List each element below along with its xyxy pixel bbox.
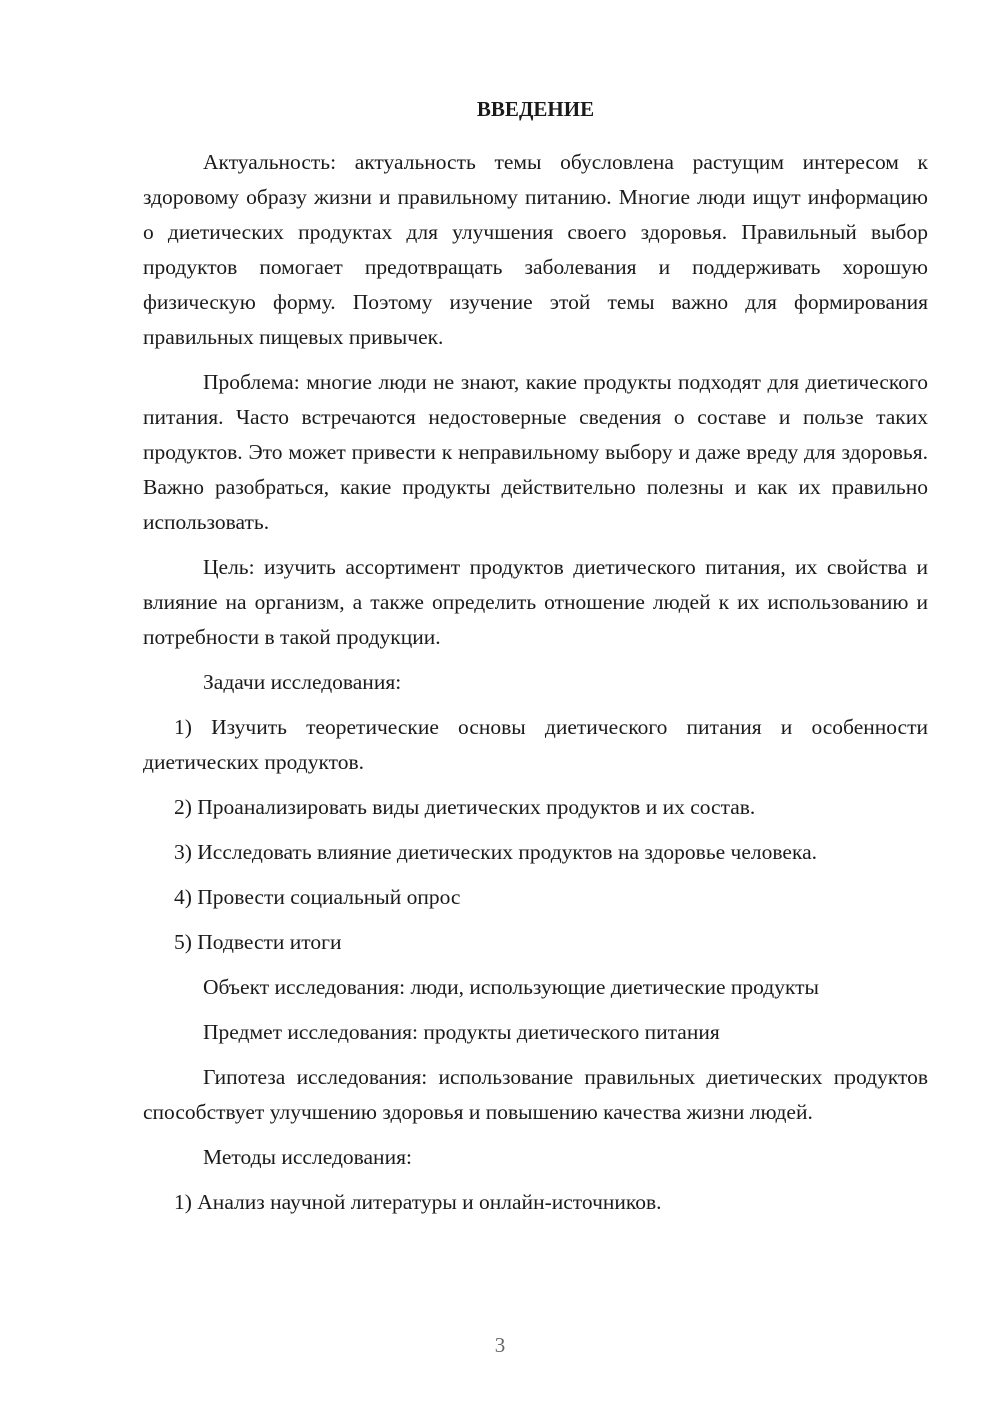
task-item-5: 5) Подвести итоги <box>174 930 342 954</box>
task-item-1: 1) Изучить теоретические основы диетического питания и особенности диетических продуктов. <box>143 715 928 774</box>
hypothesis-paragraph: Гипотеза исследования: использование правильных диетических продуктов способствует улучшению здоровья и повышению качества жизни людей. <box>143 1065 928 1124</box>
page-content <box>143 92 928 1230</box>
task-item-2: 2) Проанализировать виды диетических продуктов и их состав. <box>174 795 756 819</box>
tasks-heading: Задачи исследования: <box>203 670 402 694</box>
task-item-4: 4) Провести социальный опрос <box>174 885 461 909</box>
subject-line: Предмет исследования: продукты диетического питания <box>203 1020 720 1044</box>
method-item-1: 1) Анализ научной литературы и онлайн-источников. <box>174 1190 662 1214</box>
methods-heading: Методы исследования: <box>203 1145 412 1169</box>
object-line: Объект исследования: люди, использующие диетические продукты <box>203 975 820 999</box>
relevance-paragraph: Актуальность: актуальность темы обусловлена растущим интересом к здоровому образу жизни и правильному питанию. Многие люди ищут информацию о диетических продуктах для улучшения своего здоровья. Правильный выбор продуктов помогает предотвращать заболевания и поддерживать хорошую физическую форму. Поэтому изучение этой темы важно для формирования правильных пищевых привычек. <box>143 150 928 349</box>
task-item-3: 3) Исследовать влияние диетических продуктов на здоровье человека. <box>174 840 817 864</box>
page-number: 3 <box>494 1333 506 1357</box>
section-title: ВВЕДЕНИЕ <box>476 97 595 121</box>
goal-paragraph: Цель: изучить ассортимент продуктов диетического питания, их свойства и влияние на организм, а также определить отношение людей к их использованию и потребности в такой продукции. <box>143 555 928 649</box>
problem-paragraph: Проблема: многие люди не знают, какие продукты подходят для диетического питания. Часто встречаются недостоверные сведения о составе и пользе таких продуктов. Это может привести к неправильному выбору и даже вреду для здоровья. Важно разобраться, какие продукты действительно полезны и как их правильно использовать. <box>143 370 928 534</box>
